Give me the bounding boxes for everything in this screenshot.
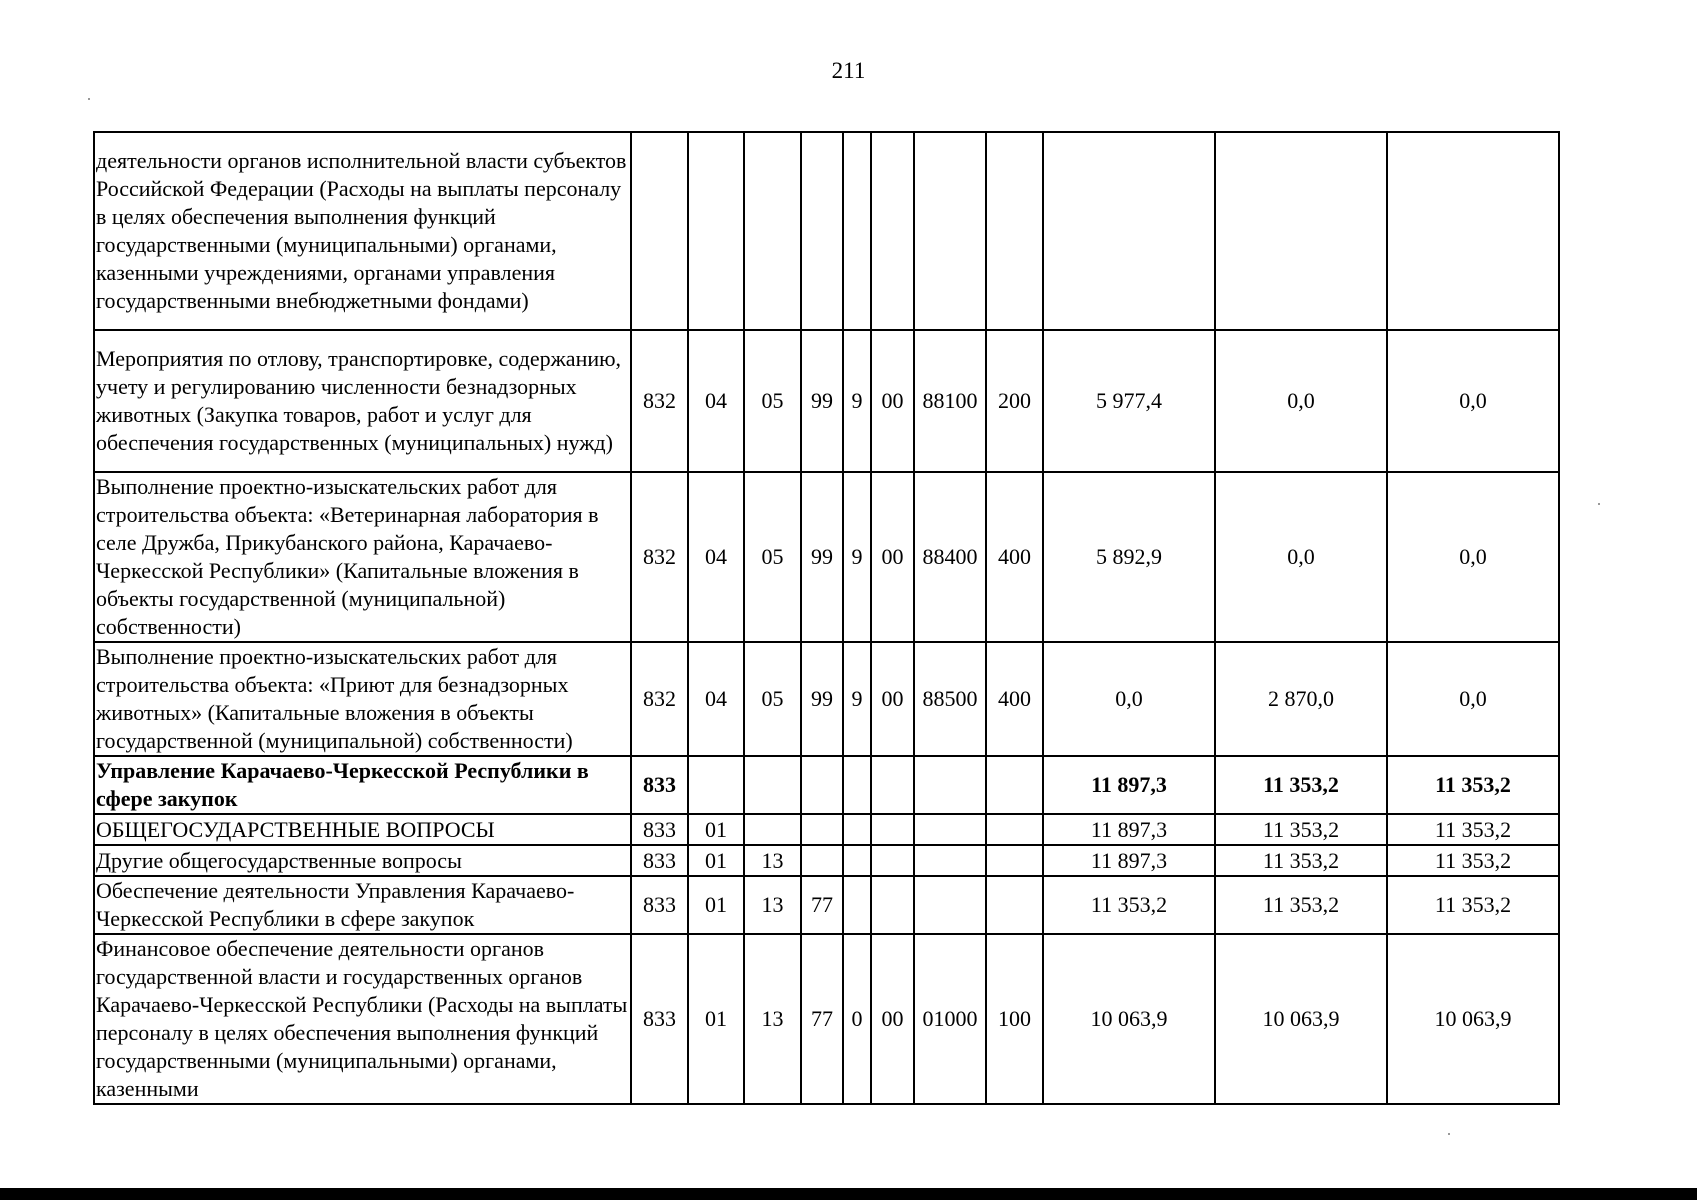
- cell-pr: [744, 132, 801, 330]
- table-body: [94, 132, 1559, 1104]
- cell-rz: [688, 756, 744, 814]
- cell-vr: 400: [986, 642, 1043, 756]
- cell-ved: 833: [631, 814, 688, 845]
- cell-cs-program: [801, 132, 843, 330]
- cell-sum-3: 0,0: [1387, 330, 1559, 472]
- cell-ved: 832: [631, 642, 688, 756]
- cell-ved: 832: [631, 472, 688, 642]
- cell-sum-1: 5 977,4: [1043, 330, 1215, 472]
- cell-pr: 05: [744, 330, 801, 472]
- row-name: деятельности органов исполнительной власти субъектов Российской Федерации (Расходы на выплаты персоналу в целях обеспечения выполнения функций государственными (муниципальными) органами, казенными учреждениями, органами управления государственными внебюджетными фондами): [94, 132, 631, 330]
- cell-cs-subprogram: 9: [843, 330, 871, 472]
- cell-rz: 01: [688, 845, 744, 876]
- cell-cs-direction: [914, 756, 986, 814]
- cell-sum-1: 0,0: [1043, 642, 1215, 756]
- cell-cs-program: 99: [801, 330, 843, 472]
- cell-cs-subprogram: [843, 132, 871, 330]
- cell-ved: 833: [631, 934, 688, 1104]
- row-name: Выполнение проектно-изыскательских работ для строительства объекта: «Ветеринарная лаборатория в селе Дружба, Прикубанского района, Карачаево-Черкесской Республики» (Капитальные вложения в объекты государственной (муниципальной) собственности): [94, 472, 631, 642]
- cell-cs-direction: [914, 814, 986, 845]
- cell-cs-program: 77: [801, 934, 843, 1104]
- cell-cs-direction: [914, 876, 986, 934]
- cell-cs-subprogram: [843, 845, 871, 876]
- cell-cs-main: [871, 845, 914, 876]
- cell-cs-direction: 88100: [914, 330, 986, 472]
- cell-sum-3: 11 353,2: [1387, 756, 1559, 814]
- cell-sum-3: 11 353,2: [1387, 814, 1559, 845]
- cell-cs-program: [801, 814, 843, 845]
- page-number: 211: [831, 58, 866, 83]
- cell-ved: 833: [631, 756, 688, 814]
- cell-sum-2: [1215, 132, 1387, 330]
- cell-cs-direction: 88500: [914, 642, 986, 756]
- cell-vr: [986, 814, 1043, 845]
- cell-cs-subprogram: 0: [843, 934, 871, 1104]
- cell-pr: [744, 814, 801, 845]
- cell-cs-direction: 01000: [914, 934, 986, 1104]
- cell-cs-main: [871, 132, 914, 330]
- cell-pr: 13: [744, 845, 801, 876]
- cell-rz: 04: [688, 472, 744, 642]
- cell-pr: 13: [744, 876, 801, 934]
- cell-pr: [744, 756, 801, 814]
- cell-sum-1: 11 897,3: [1043, 814, 1215, 845]
- cell-rz: 04: [688, 642, 744, 756]
- cell-cs-program: 77: [801, 876, 843, 934]
- cell-cs-direction: [914, 845, 986, 876]
- cell-cs-direction: [914, 132, 986, 330]
- cell-cs-subprogram: [843, 876, 871, 934]
- cell-sum-3: 11 353,2: [1387, 876, 1559, 934]
- cell-vr: [986, 756, 1043, 814]
- cell-rz: 01: [688, 934, 744, 1104]
- cell-cs-main: [871, 814, 914, 845]
- row-name: Выполнение проектно-изыскательских работ для строительства объекта: «Приют для безнадзорных животных» (Капитальные вложения в объекты государственной (муниципальной) собственности): [94, 642, 631, 756]
- cell-sum-2: 11 353,2: [1215, 845, 1387, 876]
- cell-sum-1: [1043, 132, 1215, 330]
- cell-sum-3: [1387, 132, 1559, 330]
- cell-sum-2: 11 353,2: [1215, 876, 1387, 934]
- cell-sum-2: 11 353,2: [1215, 756, 1387, 814]
- row-name: ОБЩЕГОСУДАРСТВЕННЫЕ ВОПРОСЫ: [94, 814, 631, 845]
- cell-sum-1: 11 897,3: [1043, 845, 1215, 876]
- cell-rz: 01: [688, 814, 744, 845]
- cell-rz: 01: [688, 876, 744, 934]
- cell-cs-main: [871, 876, 914, 934]
- cell-vr: 200: [986, 330, 1043, 472]
- cell-cs-main: 00: [871, 472, 914, 642]
- cell-cs-main: [871, 756, 914, 814]
- scan-speck: [1448, 1133, 1450, 1135]
- cell-ved: 833: [631, 845, 688, 876]
- budget-table: [93, 131, 1560, 1105]
- cell-sum-2: 0,0: [1215, 330, 1387, 472]
- cell-vr: 100: [986, 934, 1043, 1104]
- cell-sum-2: 11 353,2: [1215, 814, 1387, 845]
- row-name: Мероприятия по отлову, транспортировке, содержанию, учету и регулированию численности безнадзорных животных (Закупка товаров, работ и услуг для обеспечения государственных (муниципальных) нужд): [94, 330, 631, 472]
- cell-cs-subprogram: 9: [843, 642, 871, 756]
- cell-cs-subprogram: [843, 756, 871, 814]
- scan-speck: [1598, 503, 1600, 505]
- cell-sum-3: 0,0: [1387, 642, 1559, 756]
- cell-cs-direction: 88400: [914, 472, 986, 642]
- cell-cs-program: [801, 756, 843, 814]
- cell-rz: [688, 132, 744, 330]
- cell-cs-main: 00: [871, 330, 914, 472]
- cell-ved: 833: [631, 876, 688, 934]
- cell-cs-program: [801, 845, 843, 876]
- scan-bottom-band: [0, 1188, 1697, 1200]
- cell-vr: 400: [986, 472, 1043, 642]
- scan-speck: [88, 98, 90, 100]
- cell-pr: 13: [744, 934, 801, 1104]
- row-name: Управление Карачаево-Черкесской Республики в сфере закупок: [94, 756, 631, 814]
- cell-sum-2: 2 870,0: [1215, 642, 1387, 756]
- cell-sum-3: 0,0: [1387, 472, 1559, 642]
- cell-sum-3: 10 063,9: [1387, 934, 1559, 1104]
- cell-pr: 05: [744, 642, 801, 756]
- cell-sum-2: 0,0: [1215, 472, 1387, 642]
- cell-sum-1: 11 353,2: [1043, 876, 1215, 934]
- cell-ved: 832: [631, 330, 688, 472]
- cell-vr: [986, 876, 1043, 934]
- cell-cs-main: 00: [871, 934, 914, 1104]
- cell-vr: [986, 845, 1043, 876]
- cell-cs-program: 99: [801, 642, 843, 756]
- cell-rz: 04: [688, 330, 744, 472]
- cell-pr: 05: [744, 472, 801, 642]
- cell-sum-3: 11 353,2: [1387, 845, 1559, 876]
- row-name: Финансовое обеспечение деятельности органов государственной власти и государственных органов Карачаево-Черкесской Республики (Расходы на выплаты персоналу в целях обеспечения выполнения функций государственными (муниципальными) органами, казенными: [94, 934, 631, 1104]
- cell-vr: [986, 132, 1043, 330]
- cell-ved: [631, 132, 688, 330]
- cell-cs-subprogram: 9: [843, 472, 871, 642]
- cell-sum-1: 5 892,9: [1043, 472, 1215, 642]
- row-name: Другие общегосударственные вопросы: [94, 845, 631, 876]
- cell-sum-1: 11 897,3: [1043, 756, 1215, 814]
- cell-cs-main: 00: [871, 642, 914, 756]
- cell-sum-1: 10 063,9: [1043, 934, 1215, 1104]
- row-name: Обеспечение деятельности Управления Карачаево-Черкесской Республики в сфере закупок: [94, 876, 631, 934]
- cell-cs-subprogram: [843, 814, 871, 845]
- cell-sum-2: 10 063,9: [1215, 934, 1387, 1104]
- cell-cs-program: 99: [801, 472, 843, 642]
